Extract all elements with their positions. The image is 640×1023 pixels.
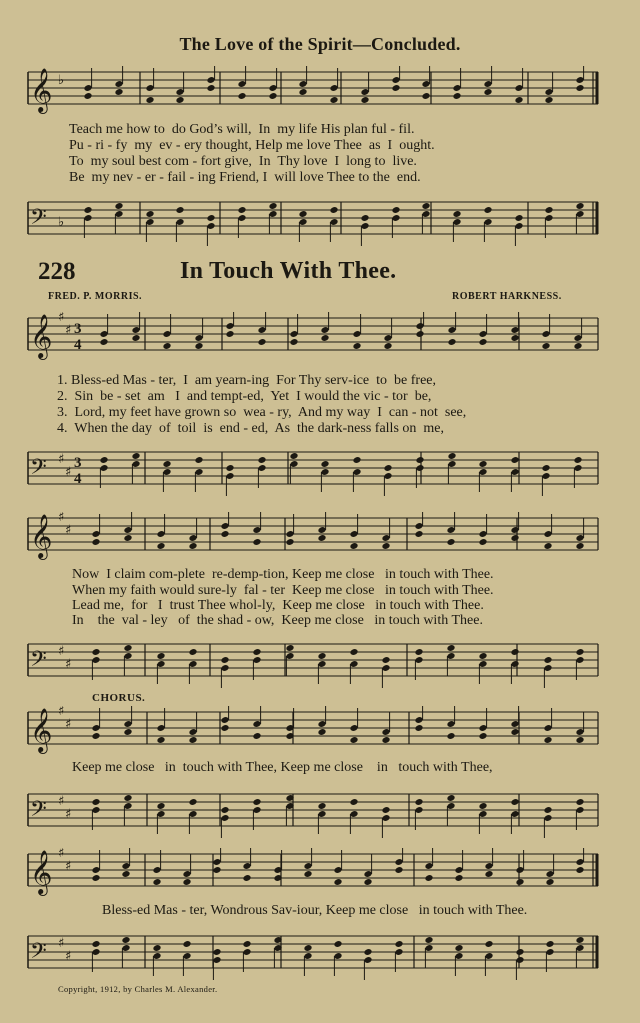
svg-text:♯: ♯ [58,936,65,951]
staff-bass-4 [0,788,640,838]
lyric-line: When my faith would sure-ly fal - ter Keep me close in touch with Thee. [72,583,494,598]
svg-text:♯: ♯ [65,949,72,964]
lyric-line: Pu - ri - fy my ev - ery thought, Help me love Thee as I ought. [69,138,435,153]
svg-text:♭: ♭ [58,215,65,230]
svg-text:♯: ♯ [58,706,65,719]
lyric-line: To my soul best com - fort give, In Thy love I long to live. [69,154,417,169]
svg-text:♯: ♯ [65,859,72,874]
chorus-label: CHORUS. [92,692,146,704]
svg-text:♯: ♯ [58,848,65,861]
svg-text:𝄞: 𝄞 [30,708,53,752]
svg-text:♯: ♯ [65,323,72,338]
copyright-notice: Copyright, 1912, by Charles M. Alexander. [58,984,218,994]
svg-text:4: 4 [74,471,82,487]
svg-text:♯: ♯ [58,794,65,809]
svg-text:♯: ♯ [65,657,72,672]
lyric-line: Be my nev - er - fail - ing Friend, I will love Thee to the end. [69,170,421,185]
svg-text:♯: ♯ [65,465,72,480]
svg-text:♯: ♯ [58,452,65,467]
svg-text:𝄞: 𝄞 [30,514,53,558]
staff-bass-5 [0,930,640,980]
lyric-line: 4. When the day of toil is end - ed, As the dark-ness falls on me, [57,421,444,436]
composer-credit: ROBERT HARKNESS. [452,291,562,302]
svg-text:𝄞: 𝄞 [30,68,53,112]
svg-text:3: 3 [74,455,82,471]
lyric-line: Now I claim com-plete re-demp-tion, Keep me close in touch with Thee. [72,567,494,582]
staff-treble-2 [0,312,640,362]
svg-text:♭: ♭ [58,73,65,88]
svg-text:♯: ♯ [58,644,65,659]
lyric-line: 1. Bless-ed Mas - ter, I am yearn-ing For Thy serv-ice to be free, [57,373,437,388]
page-title: The Love of the Spirit—Concluded. [179,34,461,54]
hymn-title: In Touch With Thee. [180,258,397,284]
svg-text:𝄞: 𝄞 [30,314,53,358]
hymn-number: 228 [38,258,76,285]
svg-text:3: 3 [74,321,82,337]
lyric-line: Lead me, for I trust Thee whol-ly, Keep me close in touch with Thee. [72,598,484,613]
svg-text:♯: ♯ [58,512,65,525]
staff-treble-3 [0,512,640,562]
svg-text:𝄢: 𝄢 [30,939,47,969]
svg-text:𝄢: 𝄢 [30,797,47,827]
lyric-line: Teach me how to do God’s will, In my life His plan ful - fil. [69,122,415,137]
svg-text:𝄢: 𝄢 [30,455,47,485]
staff-bass-2 [0,446,640,496]
lyric-line: Keep me close in touch with Thee, Keep me close in touch with Thee, [72,760,493,775]
svg-text:♯: ♯ [65,523,72,538]
svg-text:♯: ♯ [65,717,72,732]
lyric-line: Bless-ed Mas - ter, Wondrous Sav-iour, Keep me close in touch with Thee. [102,903,528,918]
staff-bass-1 [0,196,640,246]
svg-text:𝄢: 𝄢 [30,647,47,677]
lyric-line: 2. Sin be - set am I and tempt-ed, Yet I would the vic - tor be, [57,389,432,404]
lyricist-credit: FRED. P. MORRIS. [48,291,143,302]
svg-text:𝄞: 𝄞 [30,850,53,894]
lyric-line: In the val - ley of the shad - ow, Keep me close in touch with Thee. [72,613,483,628]
svg-text:4: 4 [74,337,82,353]
svg-text:♯: ♯ [58,312,65,325]
staff-treble-4 [0,706,640,756]
svg-text:𝄢: 𝄢 [30,205,47,235]
staff-treble-5 [0,848,640,898]
svg-text:♯: ♯ [65,807,72,822]
lyric-line: 3. Lord, my feet have grown so wea - ry, And my way I can - not see, [57,405,467,420]
staff-bass-3 [0,638,640,688]
staff-treble-1 [0,66,640,116]
